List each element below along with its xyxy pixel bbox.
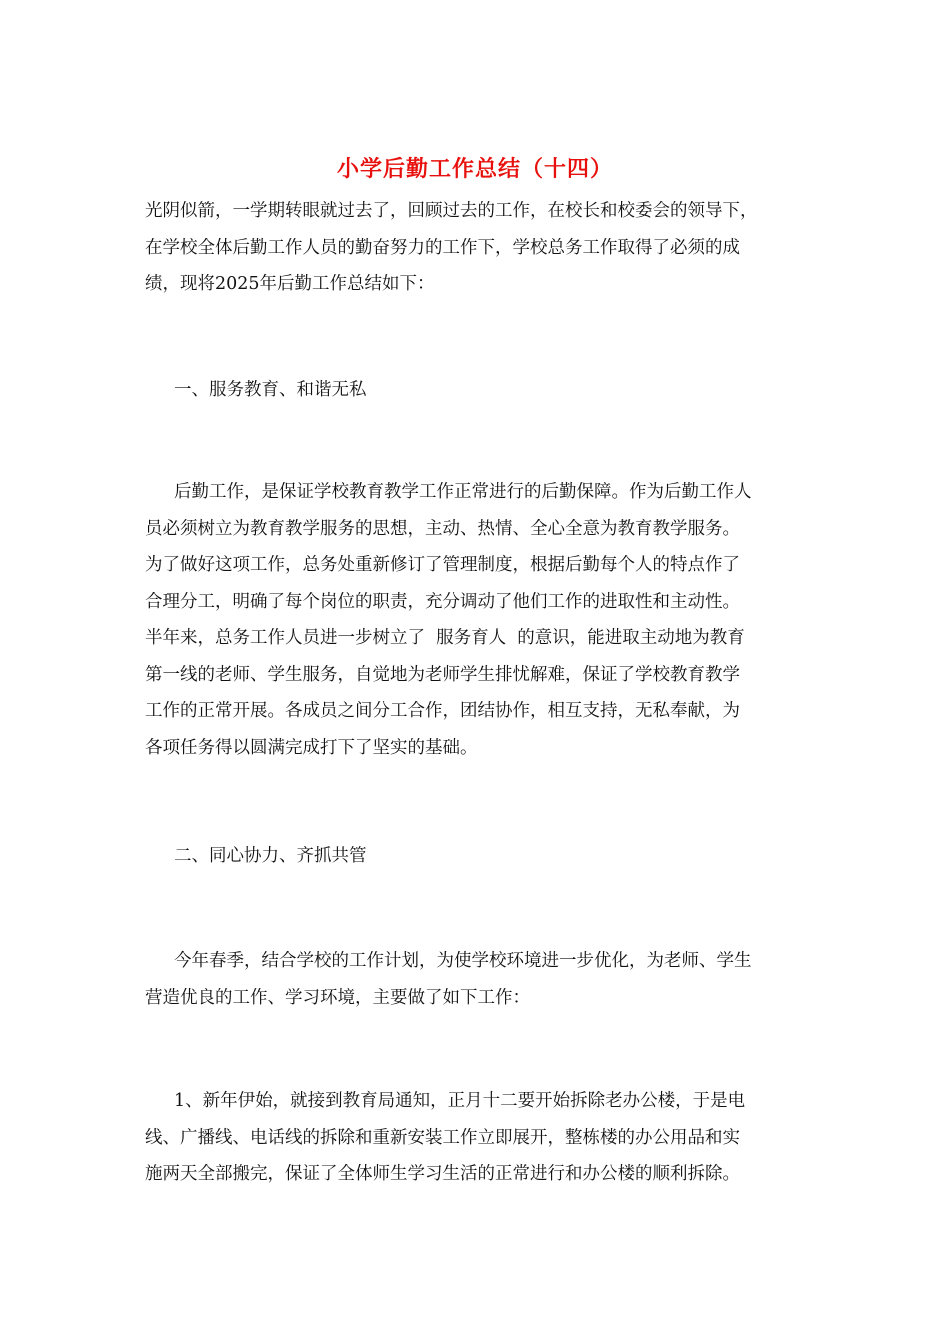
- item-1-line-1: 1、新年伊始，就接到教育局通知，正月十二要开始拆除老办公楼，于是电: [174, 1091, 746, 1111]
- section-1-line-1: 后勤工作，是保证学校教育教学工作正常进行的后勤保障。作为后勤工作人: [174, 482, 752, 502]
- item-1-line-2: 线、广播线、电话线的拆除和重新安装工作立即展开，整栋楼的办公用品和实: [145, 1127, 740, 1148]
- section-1-line-2: 员必须树立为教育教学服务的思想，主动、热情、全心全意为教育教学服务。: [145, 518, 740, 539]
- section-2-heading-paragraph: [145, 838, 810, 875]
- intro-line-1: 光阴似箭，一学期转眼就过去了，回顾过去的工作，在校长和校委会的领导下，: [145, 201, 758, 221]
- section-1-body-paragraph: [145, 474, 810, 766]
- section-1-line-7: 工作的正常开展。各成员之间分工合作，团结协作，相互支持，无私奉献，为: [145, 701, 740, 721]
- item-1-paragraph: [145, 1083, 810, 1193]
- document-title: 小学后勤工作总结（十四）: [336, 156, 613, 182]
- section-2-line-1: 今年春季，结合学校的工作计划，为使学校环境进一步优化，为老师、学生: [174, 951, 752, 971]
- section-2-heading: 二、同心协力、齐抓共管: [174, 846, 367, 866]
- intro-paragraph: [145, 193, 810, 303]
- section-1-line-4: 合理分工，明确了每个岗位的职责，充分调动了他们工作的进取性和主动性。: [145, 591, 740, 612]
- section-1-heading: 一、服务教育、和谐无私: [174, 380, 367, 400]
- section-1-line-3: 为了做好这项工作，总务处重新修订了管理制度，根据后勤每个人的特点作了: [145, 555, 740, 575]
- item-1-line-3: 施两天全部搬完，保证了全体师生学习生活的正常进行和办公楼的顺利拆除。: [145, 1164, 740, 1184]
- intro-line-3: 绩，现将2025年后勤工作总结如下：: [145, 274, 435, 294]
- intro-line-2: 在学校全体后勤工作人员的勤奋努力的工作下，学校总务工作取得了必须的成: [145, 237, 740, 258]
- section-1-line-6: 第一线的老师、学生服务，自觉地为老师学生排忧解难，保证了学校教育教学: [145, 664, 740, 685]
- section-1-line-5: 半年来，总务工作人员进一步树立了 服务育人 的意识，能进取主动地为教育: [145, 628, 745, 648]
- section-2-line-2: 营造优良的工作、学习环境，主要做了如下工作：: [145, 987, 530, 1008]
- section-2-body-paragraph: [145, 943, 810, 1016]
- section-1-line-8: 各项任务得以圆满完成打下了坚实的基础。: [145, 737, 478, 758]
- section-1-heading-paragraph: [145, 372, 810, 409]
